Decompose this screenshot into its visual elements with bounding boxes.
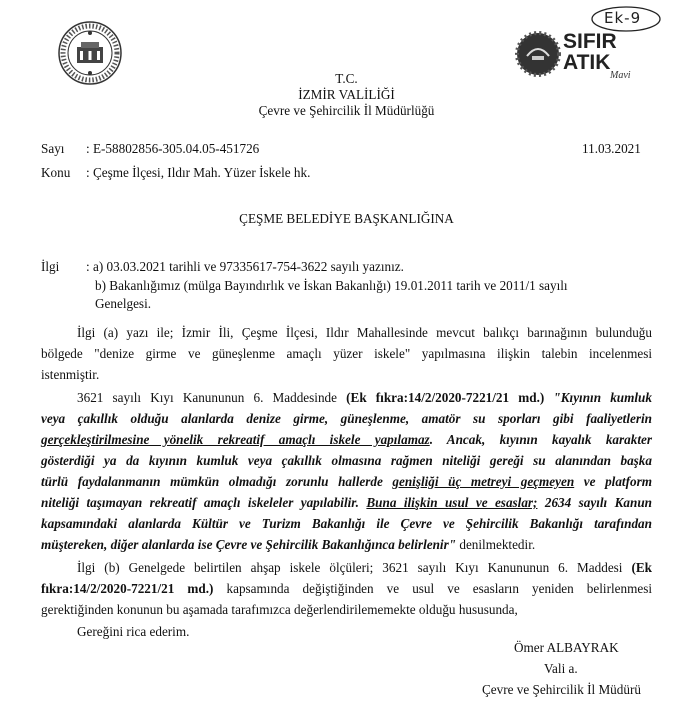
paragraph-2-line-3: gerçekleştirilmesine yönelik rekreatif amaçlı iskele yapılamaz. Ancak, kıyının kayalık karakter — [41, 432, 652, 447]
ilgi-label: İlgi — [41, 259, 60, 274]
paragraph-1-line-2: bölgede "denize girme ve güneşlenme amaçlı yüzer iskele" yapılmasına ilişkin talebin incelenmesi — [41, 346, 652, 361]
paragraph-2-line-2: veya çakıllık olduğu alanlarda denize girme, güneşlenme, amatör su sporları gibi faaliyetlerin — [41, 411, 652, 426]
logo-tagline: Mavi — [610, 70, 631, 81]
header-directorate: Çevre ve Şehircilik İl Müdürlüğü — [258, 103, 435, 118]
paragraph-2-line-5: türlü faydalanmanın mümkün olmadığı zorunlu hallerde genişliği üç metreyi geçmeyen ve platform — [41, 474, 652, 489]
paragraph-2-line-7: kapsamındaki alanlarda Kültür ve Turizm Bakanlığı ile Çevre ve Şehircilik Bakanlığı tarafından — [41, 516, 652, 531]
logo-text-atik: ATIK — [563, 51, 611, 74]
header-tc: T.C. — [335, 71, 358, 86]
header-governorship: İZMİR VALİLİĞİ — [298, 87, 395, 102]
signer-name: Ömer ALBAYRAK — [514, 640, 619, 655]
sayi-value: : E-58802856-305.04.05-451726 — [86, 141, 260, 156]
annex-stamp: Ek-9 — [590, 5, 662, 33]
document-date: 11.03.2021 — [582, 141, 641, 156]
paragraph-1-line-3: istenmiştir. — [41, 367, 100, 382]
logo-text-sifir: SIFIR — [563, 30, 617, 53]
signer-title-1: Vali a. — [544, 661, 578, 676]
konu-value: : Çeşme İlçesi, Ildır Mah. Yüzer İskele hk. — [86, 165, 311, 180]
paragraph-3-line-3: gerektiğinden konunun bu aşamada tarafımızca değerlendirilememekte olduğu hususunda, — [41, 602, 518, 617]
konu-label: Konu — [41, 165, 71, 180]
ilgi-b-line1: b) Bakanlığımız (mülga Bayındırlık ve İskan Bakanlığı) 19.01.2011 tarih ve 2011/1 sayılı — [95, 278, 568, 293]
paragraph-3-line-1: İlgi (b) Genelgede belirtilen ahşap iskele ölçüleri; 3621 sayılı Kıyı Kanununun 6. Maddesi (Ek — [77, 560, 652, 575]
ilgi-b-line2: Genelgesi. — [95, 296, 152, 311]
addressee: ÇEŞME BELEDİYE BAŞKANLIĞINA — [239, 211, 454, 226]
paragraph-2-line-4: gösterdiği ya da kıyının kumluk veya çakıllık olmasına rağmen niteliği gereği su alanından başka — [41, 453, 652, 468]
paragraph-2-line-6: niteliği taşımayan rekreatif amaçlı iskeleler yapılabilir. Buna ilişkin usul ve esaslar; 2634 sayılı Kanun — [41, 495, 653, 510]
closing-request: Gereğini rica ederim. — [77, 624, 190, 639]
paragraph-2-line-1: 3621 sayılı Kıyı Kanununun 6. Maddesinde (Ek fıkra:14/2/2020-7221/21 md.) "Kıyının kumluk — [77, 390, 652, 405]
ilgi-a: : a) 03.03.2021 tarihli ve 97335617-754-3622 sayılı yazınız. — [86, 259, 404, 274]
paragraph-1-line-1: İlgi (a) yazı ile; İzmir İli, Çeşme İlçesi, Ildır Mahallesinde mevcut balıkçı barınağının bulunduğu — [77, 325, 652, 340]
paragraph-2-line-8: müştereken, diğer alanlarda ise Çevre ve Şehircilik Bakanlığınca belirlenir" denilmektedir. — [41, 537, 536, 552]
paragraph-3-line-2: fıkra:14/2/2020-7221/21 md.) kapsamında değiştiğinden ve usul ve esasların yeniden belirlenmesi — [41, 581, 652, 596]
sayi-label: Sayı — [41, 141, 65, 156]
signer-title-2: Çevre ve Şehircilik İl Müdürü — [482, 682, 641, 697]
